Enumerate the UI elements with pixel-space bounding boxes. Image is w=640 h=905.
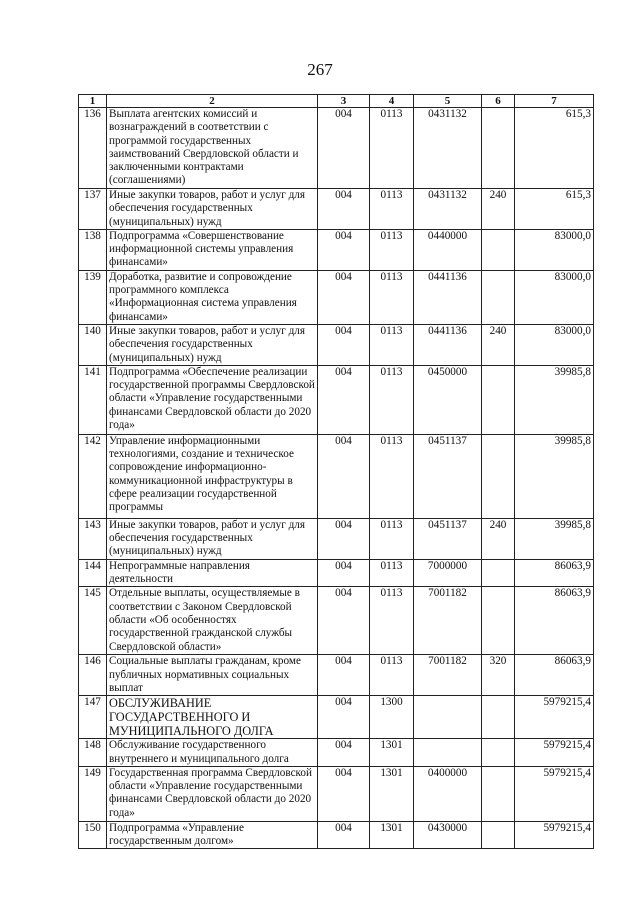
row-code-6: 240 [482,518,515,559]
row-code-3: 004 [318,270,370,324]
row-code-3: 004 [318,655,370,696]
row-code-5: 0400000 [414,766,482,821]
row-code-3: 004 [318,559,370,587]
row-name: Доработка, развитие и сопровождение программного комплекса «Информационная система управления финансами» [107,270,318,324]
column-header: 3 [318,95,370,108]
row-code-4: 0113 [370,365,414,434]
row-number: 150 [79,821,107,849]
row-code-6 [482,229,515,270]
row-code-4: 0113 [370,587,414,655]
row-amount: 39985,8 [515,434,594,518]
row-code-3: 004 [318,518,370,559]
row-code-3: 004 [318,434,370,518]
row-name: Отдельные выплаты, осуществляемые в соответствии с Законом Свердловской области «Об особенностях государственной гражданской службы Свердловской области» [107,587,318,655]
table-row [79,821,594,849]
row-code-5: 0441136 [414,324,482,365]
row-code-4: 0113 [370,559,414,587]
row-amount: 615,3 [515,189,594,230]
row-amount: 5979215,4 [515,821,594,849]
row-name: Государственная программа Свердловской области «Управление государственными финансами Свердловской области до 2020 года» [107,766,318,821]
row-number: 144 [79,559,107,587]
table-row [79,587,594,655]
table-row [79,365,594,434]
row-number: 139 [79,270,107,324]
table-row [79,559,594,587]
row-code-4: 0113 [370,518,414,559]
row-amount: 83000,0 [515,324,594,365]
row-code-6 [482,739,515,767]
column-header: 5 [414,95,482,108]
row-code-4: 0113 [370,270,414,324]
row-code-4: 0113 [370,434,414,518]
row-amount: 83000,0 [515,229,594,270]
row-code-4: 0113 [370,655,414,696]
row-code-4: 0113 [370,108,414,189]
table-row [79,655,594,696]
row-code-6 [482,365,515,434]
row-number: 141 [79,365,107,434]
row-number: 146 [79,655,107,696]
row-code-5: 0441136 [414,270,482,324]
row-code-6 [482,766,515,821]
row-code-3: 004 [318,229,370,270]
row-code-4: 0113 [370,324,414,365]
row-code-5 [414,696,482,739]
row-name: Подпрограмма «Обеспечение реализации государственной программы Свердловской области «Управление государственными финансами Свердловской области до 2020 года» [107,365,318,434]
row-name: Непрограммные направления деятельности [107,559,318,587]
row-code-6: 240 [482,189,515,230]
row-code-5: 7001182 [414,655,482,696]
row-code-6 [482,821,515,849]
row-code-3: 004 [318,108,370,189]
row-amount: 86063,9 [515,587,594,655]
table-row [79,229,594,270]
row-amount: 5979215,4 [515,696,594,739]
row-name: Обслуживание государственного внутреннего и муниципального долга [107,739,318,767]
row-code-3: 004 [318,365,370,434]
row-code-4: 1301 [370,821,414,849]
row-amount: 5979215,4 [515,739,594,767]
row-code-6 [482,108,515,189]
row-code-3: 004 [318,324,370,365]
row-code-3: 004 [318,739,370,767]
row-amount: 86063,9 [515,559,594,587]
row-number: 137 [79,189,107,230]
row-code-5: 7001182 [414,587,482,655]
row-code-5: 0451137 [414,434,482,518]
column-header: 4 [370,95,414,108]
table-row [79,270,594,324]
row-code-6: 240 [482,324,515,365]
row-number: 148 [79,739,107,767]
row-amount: 83000,0 [515,270,594,324]
table-row [79,739,594,767]
row-name: Подпрограмма «Управление государственным долгом» [107,821,318,849]
row-code-3: 004 [318,821,370,849]
column-header: 2 [107,95,318,108]
row-number: 140 [79,324,107,365]
row-code-3: 004 [318,587,370,655]
table-row [79,434,594,518]
row-amount: 39985,8 [515,365,594,434]
budget-table [78,94,594,849]
row-name: Иные закупки товаров, работ и услуг для обеспечения государственных (муниципальных) нужд [107,518,318,559]
table-row [79,518,594,559]
row-amount: 86063,9 [515,655,594,696]
row-code-4: 0113 [370,229,414,270]
table-row [79,766,594,821]
row-code-5: 0450000 [414,365,482,434]
row-name: Управление информационными технологиями, создание и техническое сопровождение информационно-коммуникационной инфраструктуры в сфере реализации государственной программы [107,434,318,518]
row-code-5: 0431132 [414,108,482,189]
row-code-6 [482,434,515,518]
row-code-6 [482,270,515,324]
table-row [79,108,594,189]
column-header: 6 [482,95,515,108]
row-code-4: 1301 [370,766,414,821]
row-code-5: 0431132 [414,189,482,230]
row-name: Иные закупки товаров, работ и услуг для обеспечения государственных (муниципальных) нужд [107,324,318,365]
row-name: Выплата агентских комиссий и вознаграждений в соответствии с программой государственных заимствований Свердловской области и заключенными контрактами (соглашениями) [107,108,318,189]
column-header: 7 [515,95,594,108]
row-name: ОБСЛУЖИВАНИЕ ГОСУДАРСТВЕННОГО И МУНИЦИПАЛЬНОГО ДОЛГА [107,696,318,739]
row-code-5 [414,739,482,767]
row-code-3: 004 [318,696,370,739]
row-amount: 615,3 [515,108,594,189]
table-header-row [79,95,594,108]
row-amount: 5979215,4 [515,766,594,821]
table-row [79,696,594,739]
row-name: Иные закупки товаров, работ и услуг для обеспечения государственных (муниципальных) нужд [107,189,318,230]
row-code-5: 0451137 [414,518,482,559]
row-code-4: 1300 [370,696,414,739]
page-number: 267 [307,60,333,79]
row-number: 142 [79,434,107,518]
row-name: Подпрограмма «Совершенствование информационной системы управления финансами» [107,229,318,270]
table-row [79,324,594,365]
row-code-6: 320 [482,655,515,696]
row-number: 143 [79,518,107,559]
row-name: Социальные выплаты гражданам, кроме публичных нормативных социальных выплат [107,655,318,696]
row-number: 138 [79,229,107,270]
row-number: 149 [79,766,107,821]
table-row [79,189,594,230]
table-body [79,108,594,849]
row-code-6 [482,696,515,739]
row-code-3: 004 [318,189,370,230]
row-number: 147 [79,696,107,739]
row-code-5: 7000000 [414,559,482,587]
row-number: 136 [79,108,107,189]
row-code-3: 004 [318,766,370,821]
column-header: 1 [79,95,107,108]
row-code-4: 1301 [370,739,414,767]
row-code-4: 0113 [370,189,414,230]
row-amount: 39985,8 [515,518,594,559]
row-code-6 [482,587,515,655]
row-number: 145 [79,587,107,655]
row-code-5: 0440000 [414,229,482,270]
row-code-6 [482,559,515,587]
row-code-5: 0430000 [414,821,482,849]
